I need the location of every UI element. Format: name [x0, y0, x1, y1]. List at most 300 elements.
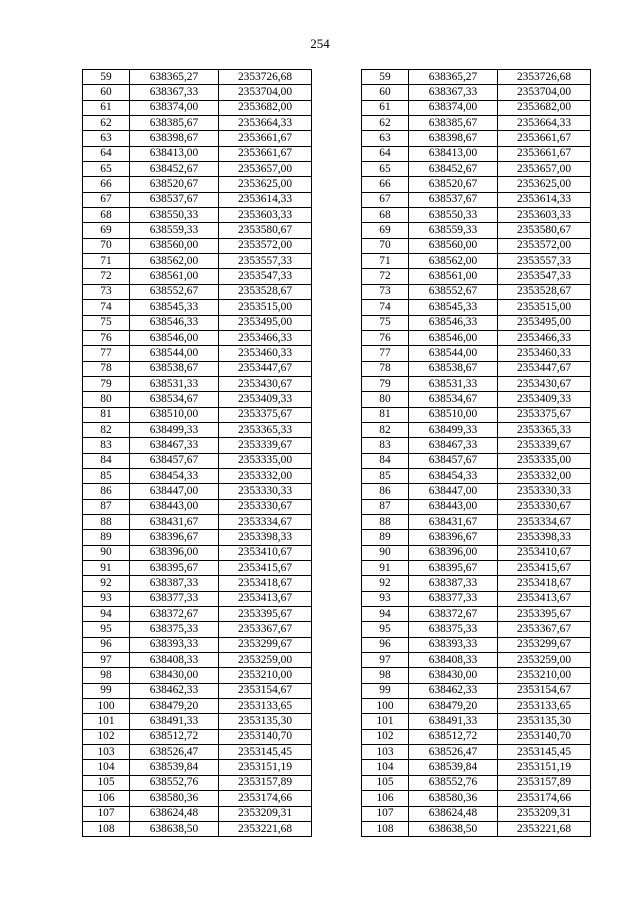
point-number-cell: 64 — [362, 146, 409, 161]
y-coordinate-cell: 2353447,67 — [498, 361, 591, 376]
point-number-cell: 85 — [362, 468, 409, 483]
table-row — [83, 208, 312, 223]
table-row — [83, 499, 312, 514]
point-number-cell: 87 — [362, 499, 409, 514]
x-coordinate-cell: 638624,48 — [409, 806, 498, 821]
x-coordinate-cell: 638526,47 — [130, 745, 219, 760]
point-number-cell: 101 — [83, 714, 130, 729]
x-coordinate-cell: 638544,00 — [130, 346, 219, 361]
x-coordinate-cell: 638561,00 — [130, 269, 219, 284]
table-row — [83, 714, 312, 729]
table-row — [362, 315, 591, 330]
table-row — [362, 775, 591, 790]
point-number-cell: 95 — [83, 622, 130, 637]
y-coordinate-cell: 2353174,66 — [219, 791, 312, 806]
table-row — [83, 699, 312, 714]
table-row — [83, 70, 312, 85]
table-row — [83, 561, 312, 576]
y-coordinate-cell: 2353135,30 — [498, 714, 591, 729]
y-coordinate-cell: 2353157,89 — [219, 775, 312, 790]
point-number-cell: 71 — [362, 254, 409, 269]
point-number-cell: 75 — [83, 315, 130, 330]
y-coordinate-cell: 2353398,33 — [498, 530, 591, 545]
x-coordinate-cell: 638413,00 — [409, 146, 498, 161]
x-coordinate-cell: 638526,47 — [409, 745, 498, 760]
y-coordinate-cell: 2353157,89 — [498, 775, 591, 790]
table-row — [83, 729, 312, 744]
x-coordinate-cell: 638387,33 — [409, 576, 498, 591]
point-number-cell: 99 — [83, 683, 130, 698]
point-number-cell: 80 — [83, 392, 130, 407]
y-coordinate-cell: 2353135,30 — [219, 714, 312, 729]
y-coordinate-cell: 2353580,67 — [219, 223, 312, 238]
y-coordinate-cell: 2353330,67 — [219, 499, 312, 514]
point-number-cell: 82 — [362, 422, 409, 437]
y-coordinate-cell: 2353145,45 — [219, 745, 312, 760]
point-number-cell: 59 — [83, 70, 130, 85]
y-coordinate-cell: 2353413,67 — [219, 591, 312, 606]
point-number-cell: 69 — [83, 223, 130, 238]
y-coordinate-cell: 2353447,67 — [219, 361, 312, 376]
y-coordinate-cell: 2353375,67 — [219, 407, 312, 422]
y-coordinate-cell: 2353174,66 — [498, 791, 591, 806]
table-row — [83, 315, 312, 330]
x-coordinate-cell: 638374,00 — [409, 100, 498, 115]
point-number-cell: 88 — [362, 514, 409, 529]
point-number-cell: 93 — [362, 591, 409, 606]
y-coordinate-cell: 2353410,67 — [498, 545, 591, 560]
y-coordinate-cell: 2353339,67 — [219, 438, 312, 453]
table-row — [362, 530, 591, 545]
y-coordinate-cell: 2353398,33 — [219, 530, 312, 545]
point-number-cell: 101 — [362, 714, 409, 729]
point-number-cell: 71 — [83, 254, 130, 269]
x-coordinate-cell: 638561,00 — [409, 269, 498, 284]
table-row — [362, 745, 591, 760]
table-row — [362, 591, 591, 606]
table-row — [83, 622, 312, 637]
point-number-cell: 93 — [83, 591, 130, 606]
x-coordinate-cell: 638393,33 — [409, 637, 498, 652]
coordinates-table-right-body — [362, 70, 591, 837]
point-number-cell: 99 — [362, 683, 409, 698]
table-row — [362, 85, 591, 100]
point-number-cell: 63 — [362, 131, 409, 146]
point-number-cell: 62 — [362, 116, 409, 131]
x-coordinate-cell: 638580,36 — [409, 791, 498, 806]
x-coordinate-cell: 638545,33 — [409, 300, 498, 315]
table-row — [362, 392, 591, 407]
x-coordinate-cell: 638393,33 — [130, 637, 219, 652]
x-coordinate-cell: 638559,33 — [130, 223, 219, 238]
x-coordinate-cell: 638398,67 — [130, 131, 219, 146]
table-row — [362, 254, 591, 269]
y-coordinate-cell: 2353259,00 — [219, 653, 312, 668]
point-number-cell: 86 — [362, 484, 409, 499]
table-row — [83, 376, 312, 391]
point-number-cell: 76 — [83, 330, 130, 345]
x-coordinate-cell: 638377,33 — [130, 591, 219, 606]
table-row — [83, 683, 312, 698]
y-coordinate-cell: 2353430,67 — [498, 376, 591, 391]
point-number-cell: 92 — [362, 576, 409, 591]
table-row — [83, 116, 312, 131]
table-row — [362, 714, 591, 729]
x-coordinate-cell: 638537,67 — [409, 192, 498, 207]
x-coordinate-cell: 638534,67 — [130, 392, 219, 407]
point-number-cell: 98 — [362, 668, 409, 683]
point-number-cell: 106 — [362, 791, 409, 806]
table-row — [362, 561, 591, 576]
coordinates-table-left-body — [83, 70, 312, 837]
y-coordinate-cell: 2353332,00 — [498, 468, 591, 483]
x-coordinate-cell: 638452,67 — [409, 162, 498, 177]
x-coordinate-cell: 638395,67 — [409, 561, 498, 576]
x-coordinate-cell: 638531,33 — [409, 376, 498, 391]
x-coordinate-cell: 638491,33 — [409, 714, 498, 729]
table-row — [83, 806, 312, 821]
table-row — [83, 821, 312, 836]
y-coordinate-cell: 2353726,68 — [219, 70, 312, 85]
point-number-cell: 67 — [83, 192, 130, 207]
point-number-cell: 67 — [362, 192, 409, 207]
point-number-cell: 83 — [83, 438, 130, 453]
point-number-cell: 89 — [362, 530, 409, 545]
y-coordinate-cell: 2353365,33 — [498, 422, 591, 437]
y-coordinate-cell: 2353334,67 — [219, 514, 312, 529]
y-coordinate-cell: 2353409,33 — [498, 392, 591, 407]
x-coordinate-cell: 638534,67 — [409, 392, 498, 407]
point-number-cell: 87 — [83, 499, 130, 514]
point-number-cell: 102 — [362, 729, 409, 744]
x-coordinate-cell: 638552,76 — [130, 775, 219, 790]
y-coordinate-cell: 2353133,65 — [219, 699, 312, 714]
point-number-cell: 70 — [83, 238, 130, 253]
table-row — [362, 668, 591, 683]
x-coordinate-cell: 638365,27 — [409, 70, 498, 85]
point-number-cell: 63 — [83, 131, 130, 146]
point-number-cell: 84 — [362, 453, 409, 468]
point-number-cell: 94 — [362, 607, 409, 622]
point-number-cell: 91 — [83, 561, 130, 576]
y-coordinate-cell: 2353418,67 — [219, 576, 312, 591]
x-coordinate-cell: 638398,67 — [409, 131, 498, 146]
x-coordinate-cell: 638372,67 — [409, 607, 498, 622]
table-row — [83, 514, 312, 529]
y-coordinate-cell: 2353460,33 — [219, 346, 312, 361]
point-number-cell: 83 — [362, 438, 409, 453]
point-number-cell: 106 — [83, 791, 130, 806]
y-coordinate-cell: 2353133,65 — [498, 699, 591, 714]
table-row — [362, 407, 591, 422]
x-coordinate-cell: 638512,72 — [409, 729, 498, 744]
table-row — [362, 238, 591, 253]
x-coordinate-cell: 638562,00 — [409, 254, 498, 269]
point-number-cell: 88 — [83, 514, 130, 529]
x-coordinate-cell: 638396,00 — [130, 545, 219, 560]
x-coordinate-cell: 638491,33 — [130, 714, 219, 729]
point-number-cell: 73 — [83, 284, 130, 299]
table-row — [83, 85, 312, 100]
table-row — [362, 330, 591, 345]
x-coordinate-cell: 638457,67 — [409, 453, 498, 468]
point-number-cell: 78 — [83, 361, 130, 376]
x-coordinate-cell: 638375,33 — [130, 622, 219, 637]
y-coordinate-cell: 2353395,67 — [219, 607, 312, 622]
y-coordinate-cell: 2353367,67 — [498, 622, 591, 637]
x-coordinate-cell: 638499,33 — [409, 422, 498, 437]
table-row — [83, 407, 312, 422]
table-row — [362, 545, 591, 560]
table-row — [362, 422, 591, 437]
point-number-cell: 96 — [362, 637, 409, 652]
table-row — [362, 177, 591, 192]
x-coordinate-cell: 638560,00 — [409, 238, 498, 253]
x-coordinate-cell: 638537,67 — [130, 192, 219, 207]
point-number-cell: 89 — [83, 530, 130, 545]
table-row — [83, 468, 312, 483]
point-number-cell: 59 — [362, 70, 409, 85]
y-coordinate-cell: 2353528,67 — [498, 284, 591, 299]
table-row — [362, 361, 591, 376]
x-coordinate-cell: 638374,00 — [130, 100, 219, 115]
table-row — [362, 376, 591, 391]
table-row — [83, 453, 312, 468]
y-coordinate-cell: 2353603,33 — [498, 208, 591, 223]
x-coordinate-cell: 638408,33 — [130, 653, 219, 668]
x-coordinate-cell: 638377,33 — [409, 591, 498, 606]
table-row — [83, 300, 312, 315]
point-number-cell: 103 — [362, 745, 409, 760]
table-row — [362, 192, 591, 207]
table-row — [83, 177, 312, 192]
x-coordinate-cell: 638545,33 — [130, 300, 219, 315]
x-coordinate-cell: 638510,00 — [130, 407, 219, 422]
table-row — [362, 499, 591, 514]
x-coordinate-cell: 638538,67 — [409, 361, 498, 376]
table-row — [362, 607, 591, 622]
x-coordinate-cell: 638538,67 — [130, 361, 219, 376]
y-coordinate-cell: 2353154,67 — [219, 683, 312, 698]
point-number-cell: 81 — [362, 407, 409, 422]
point-number-cell: 62 — [83, 116, 130, 131]
table-row — [362, 729, 591, 744]
x-coordinate-cell: 638454,33 — [409, 468, 498, 483]
point-number-cell: 76 — [362, 330, 409, 345]
x-coordinate-cell: 638447,00 — [409, 484, 498, 499]
point-number-cell: 74 — [83, 300, 130, 315]
x-coordinate-cell: 638430,00 — [130, 668, 219, 683]
y-coordinate-cell: 2353661,67 — [498, 131, 591, 146]
y-coordinate-cell: 2353430,67 — [219, 376, 312, 391]
y-coordinate-cell: 2353415,67 — [498, 561, 591, 576]
y-coordinate-cell: 2353410,67 — [219, 545, 312, 560]
table-row — [362, 300, 591, 315]
y-coordinate-cell: 2353657,00 — [498, 162, 591, 177]
x-coordinate-cell: 638550,33 — [409, 208, 498, 223]
x-coordinate-cell: 638546,33 — [409, 315, 498, 330]
table-row — [83, 576, 312, 591]
x-coordinate-cell: 638367,33 — [409, 85, 498, 100]
y-coordinate-cell: 2353726,68 — [498, 70, 591, 85]
y-coordinate-cell: 2353221,68 — [498, 821, 591, 836]
point-number-cell: 95 — [362, 622, 409, 637]
table-row — [83, 392, 312, 407]
x-coordinate-cell: 638510,00 — [409, 407, 498, 422]
y-coordinate-cell: 2353515,00 — [498, 300, 591, 315]
table-row — [83, 422, 312, 437]
x-coordinate-cell: 638638,50 — [130, 821, 219, 836]
point-number-cell: 105 — [83, 775, 130, 790]
x-coordinate-cell: 638375,33 — [409, 622, 498, 637]
y-coordinate-cell: 2353413,67 — [498, 591, 591, 606]
table-row — [362, 821, 591, 836]
y-coordinate-cell: 2353661,67 — [498, 146, 591, 161]
point-number-cell: 104 — [83, 760, 130, 775]
point-number-cell: 66 — [362, 177, 409, 192]
table-row — [362, 346, 591, 361]
point-number-cell: 82 — [83, 422, 130, 437]
y-coordinate-cell: 2353365,33 — [219, 422, 312, 437]
x-coordinate-cell: 638559,33 — [409, 223, 498, 238]
y-coordinate-cell: 2353335,00 — [219, 453, 312, 468]
x-coordinate-cell: 638385,67 — [409, 116, 498, 131]
y-coordinate-cell: 2353547,33 — [498, 269, 591, 284]
x-coordinate-cell: 638467,33 — [130, 438, 219, 453]
table-row — [83, 745, 312, 760]
y-coordinate-cell: 2353572,00 — [219, 238, 312, 253]
y-coordinate-cell: 2353495,00 — [219, 315, 312, 330]
x-coordinate-cell: 638544,00 — [409, 346, 498, 361]
x-coordinate-cell: 638395,67 — [130, 561, 219, 576]
table-row — [362, 622, 591, 637]
y-coordinate-cell: 2353335,00 — [498, 453, 591, 468]
point-number-cell: 77 — [83, 346, 130, 361]
table-row — [83, 238, 312, 253]
table-row — [362, 468, 591, 483]
x-coordinate-cell: 638387,33 — [130, 576, 219, 591]
x-coordinate-cell: 638462,33 — [409, 683, 498, 698]
y-coordinate-cell: 2353460,33 — [498, 346, 591, 361]
table-row — [362, 438, 591, 453]
point-number-cell: 94 — [83, 607, 130, 622]
x-coordinate-cell: 638413,00 — [130, 146, 219, 161]
y-coordinate-cell: 2353339,67 — [498, 438, 591, 453]
point-number-cell: 68 — [83, 208, 130, 223]
y-coordinate-cell: 2353572,00 — [498, 238, 591, 253]
point-number-cell: 107 — [362, 806, 409, 821]
table-row — [362, 653, 591, 668]
x-coordinate-cell: 638520,67 — [130, 177, 219, 192]
x-coordinate-cell: 638396,67 — [130, 530, 219, 545]
point-number-cell: 100 — [83, 699, 130, 714]
y-coordinate-cell: 2353299,67 — [498, 637, 591, 652]
y-coordinate-cell: 2353704,00 — [219, 85, 312, 100]
x-coordinate-cell: 638431,67 — [409, 514, 498, 529]
table-row — [362, 806, 591, 821]
x-coordinate-cell: 638580,36 — [130, 791, 219, 806]
point-number-cell: 61 — [83, 100, 130, 115]
x-coordinate-cell: 638552,67 — [409, 284, 498, 299]
y-coordinate-cell: 2353466,33 — [219, 330, 312, 345]
point-number-cell: 96 — [83, 637, 130, 652]
y-coordinate-cell: 2353580,67 — [498, 223, 591, 238]
point-number-cell: 79 — [83, 376, 130, 391]
x-coordinate-cell: 638452,67 — [130, 162, 219, 177]
y-coordinate-cell: 2353367,67 — [219, 622, 312, 637]
table-row — [362, 284, 591, 299]
x-coordinate-cell: 638479,20 — [409, 699, 498, 714]
point-number-cell: 107 — [83, 806, 130, 821]
point-number-cell: 90 — [362, 545, 409, 560]
table-row — [362, 269, 591, 284]
table-row — [362, 514, 591, 529]
x-coordinate-cell: 638467,33 — [409, 438, 498, 453]
x-coordinate-cell: 638512,72 — [130, 729, 219, 744]
point-number-cell: 103 — [83, 745, 130, 760]
point-number-cell: 98 — [83, 668, 130, 683]
y-coordinate-cell: 2353466,33 — [498, 330, 591, 345]
table-row — [362, 791, 591, 806]
table-row — [83, 653, 312, 668]
x-coordinate-cell: 638479,20 — [130, 699, 219, 714]
point-number-cell: 60 — [362, 85, 409, 100]
point-number-cell: 72 — [83, 269, 130, 284]
table-row — [83, 591, 312, 606]
y-coordinate-cell: 2353661,67 — [219, 131, 312, 146]
table-row — [362, 453, 591, 468]
y-coordinate-cell: 2353154,67 — [498, 683, 591, 698]
point-number-cell: 85 — [83, 468, 130, 483]
y-coordinate-cell: 2353614,33 — [219, 192, 312, 207]
point-number-cell: 74 — [362, 300, 409, 315]
table-row — [83, 131, 312, 146]
x-coordinate-cell: 638552,67 — [130, 284, 219, 299]
x-coordinate-cell: 638396,00 — [409, 545, 498, 560]
table-row — [83, 607, 312, 622]
y-coordinate-cell: 2353657,00 — [219, 162, 312, 177]
x-coordinate-cell: 638546,00 — [409, 330, 498, 345]
point-number-cell: 91 — [362, 561, 409, 576]
table-row — [83, 269, 312, 284]
x-coordinate-cell: 638499,33 — [130, 422, 219, 437]
table-row — [362, 223, 591, 238]
y-coordinate-cell: 2353221,68 — [219, 821, 312, 836]
point-number-cell: 66 — [83, 177, 130, 192]
point-number-cell: 79 — [362, 376, 409, 391]
point-number-cell: 68 — [362, 208, 409, 223]
y-coordinate-cell: 2353210,00 — [219, 668, 312, 683]
table-row — [362, 131, 591, 146]
y-coordinate-cell: 2353140,70 — [219, 729, 312, 744]
point-number-cell: 78 — [362, 361, 409, 376]
table-row — [83, 637, 312, 652]
point-number-cell: 97 — [362, 653, 409, 668]
table-row — [362, 637, 591, 652]
point-number-cell: 102 — [83, 729, 130, 744]
table-row — [83, 484, 312, 499]
point-number-cell: 108 — [83, 821, 130, 836]
x-coordinate-cell: 638430,00 — [409, 668, 498, 683]
table-row — [83, 192, 312, 207]
y-coordinate-cell: 2353682,00 — [219, 100, 312, 115]
table-row — [83, 545, 312, 560]
x-coordinate-cell: 638457,67 — [130, 453, 219, 468]
table-row — [362, 100, 591, 115]
table-row — [83, 791, 312, 806]
table-row — [83, 254, 312, 269]
x-coordinate-cell: 638454,33 — [130, 468, 219, 483]
